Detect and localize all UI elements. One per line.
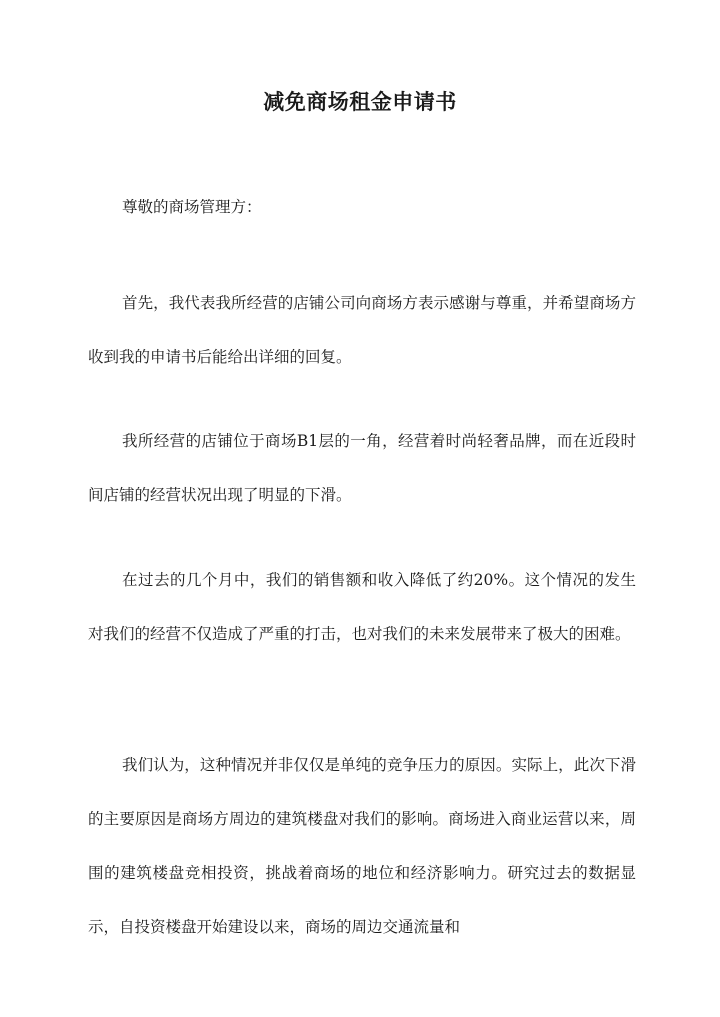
- greeting-line: 尊敬的商场管理方：: [122, 198, 262, 216]
- paragraph-3: 在过去的几个月中，我们的销售额和收入降低了约20%。这个情况的发生对我们的经营不仅造成了严重的打击，也对我们的未来发展带来了极大的困难。: [88, 571, 636, 643]
- paragraph-1: 首先，我代表我所经营的店铺公司向商场方表示感谢与尊重，并希望商场方收到我的申请书后能给出详细的回复。: [88, 294, 636, 366]
- paragraph-4: 我们认为，这种情况并非仅仅是单纯的竞争压力的原因。实际上，此次下滑的主要原因是商场方周边的建筑楼盘对我们的影响。商场进入商业运营以来，周围的建筑楼盘竞相投资，挑战着商场的地位和经济影响力。研究过去的数据显示，自投资楼盘开始建设以来，商场的周边交通流量和: [88, 756, 636, 936]
- document-title: 减免商场租金申请书: [263, 89, 457, 114]
- paragraph-2: 我所经营的店铺位于商场B1层的一角，经营着时尚轻奢品牌，而在近段时间店铺的经营状况出现了明显的下滑。: [88, 432, 636, 504]
